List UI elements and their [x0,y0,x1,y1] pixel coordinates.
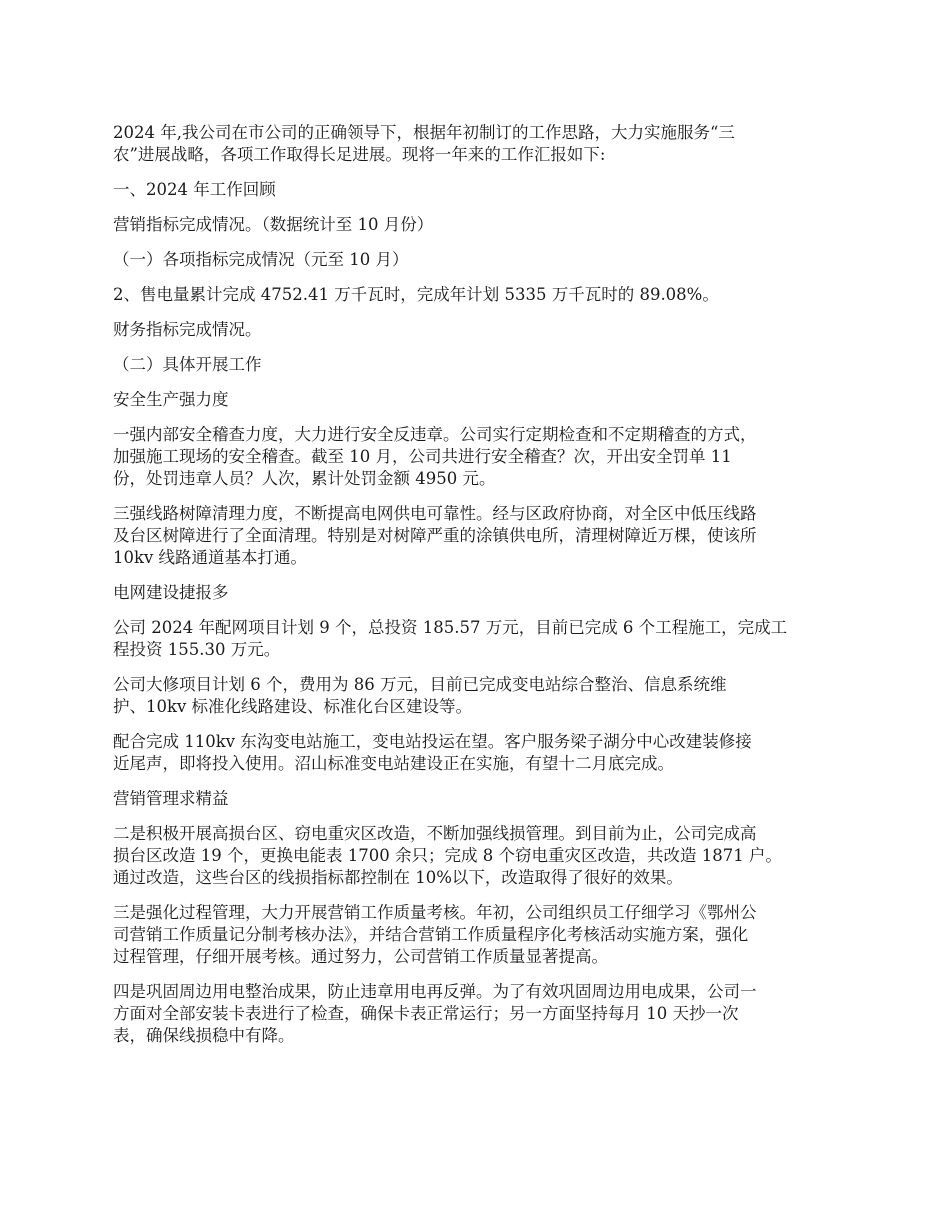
document-paragraph [113,424,843,490]
paragraph-line: （二）具体开展工作 [113,355,262,374]
document-paragraph [113,902,843,968]
document-paragraph [113,823,843,889]
paragraph-line: 通过改造，这些台区的线损指标都控制在 10%以下，改造取得了很好的效果。 [113,868,683,887]
paragraph-line: 近尾声，即将投入使用。沼山标准变电站建设正在实施，有望十二月底完成。 [113,754,674,773]
document-paragraph [113,617,843,661]
document-paragraph [113,284,843,306]
paragraph-line: 2024 年,我公司在市公司的正确领导下，根据年初制订的工作思路，大力实施服务“三 [113,123,735,142]
paragraph-line: 及台区树障进行了全面清理。特别是对树障严重的涂镇供电所，清理树障近万棵，使该所 [113,526,757,545]
document-body [113,122,843,1060]
document-paragraph [113,731,843,775]
paragraph-line: 电网建设捷报多 [113,583,229,602]
document-paragraph [113,179,843,201]
document-paragraph [113,354,843,376]
document-paragraph [113,674,843,718]
paragraph-line: 2、售电量累计完成 4752.41 万千瓦时，完成年计划 5335 万千瓦时的 89.08%。 [113,285,719,304]
paragraph-line: 司营销工作质量记分制考核办法》，并结合营销工作质量程序化考核活动实施方案，强化 [113,925,749,944]
paragraph-line: 财务指标完成情况。 [113,320,262,339]
paragraph-line: 护、10kv 标准化线路建设、标准化台区建设等。 [113,697,473,716]
paragraph-line: 公司 2024 年配网项目计划 9 个，总投资 185.57 万元，目前已完成 6 个工程施工，完成工 [113,618,788,637]
paragraph-line: 营销管理求精益 [113,789,229,808]
document-paragraph [113,214,843,236]
paragraph-line: 份，处罚违章人员？人次，累计处罚金额 4950 元。 [113,469,496,488]
paragraph-line: 方面对全部安装卡表进行了检查，确保卡表正常运行；另一方面坚持每月 10 天抄一次 [113,1004,739,1023]
paragraph-line: 10kv 线路通道基本打通。 [113,548,308,567]
document-paragraph [113,788,843,810]
paragraph-line: 表，确保线损稳中有降。 [113,1026,295,1045]
paragraph-line: 加强施工现场的安全稽查。截至 10 月，公司共进行安全稽查？次，开出安全罚单 11 [113,447,732,466]
document-paragraph [113,503,843,569]
document-paragraph [113,389,843,411]
paragraph-line: 配合完成 110kv 东沟变电站施工，变电站投运在望。客户服务梁子湖分中心改建装修接 [113,732,752,751]
document-paragraph [113,981,843,1047]
paragraph-line: 三是强化过程管理，大力开展营销工作质量考核。年初，公司组织员工仔细学习《鄂州公 [113,903,757,922]
paragraph-line: 公司大修项目计划 6 个，费用为 86 万元，目前已完成变电站综合整治、信息系统维 [113,675,727,694]
document-paragraph [113,122,843,166]
paragraph-line: 过程管理，仔细开展考核。通过努力，公司营销工作质量显著提高。 [113,947,608,966]
paragraph-line: 二是积极开展高损台区、窃电重灾区改造，不断加强线损管理。到目前为止，公司完成高 [113,824,757,843]
document-paragraph [113,249,843,271]
paragraph-line: 程投资 155.30 万元。 [113,640,281,659]
document-paragraph [113,582,843,604]
paragraph-line: 营销指标完成情况。（数据统计至 10 月份） [113,215,434,234]
paragraph-line: 四是巩固周边用电整治成果，防止违章用电再反弹。为了有效巩固周边用电成果，公司一 [113,982,757,1001]
paragraph-line: 农”进展战略，各项工作取得长足进展。现将一年来的工作汇报如下: [113,145,606,164]
paragraph-line: 安全生产强力度 [113,390,229,409]
paragraph-line: （一）各项指标完成情况（元至 10 月） [113,250,409,269]
document-paragraph [113,319,843,341]
paragraph-line: 三强线路树障清理力度，不断提高电网供电可靠性。经与区政府协商，对全区中低压线路 [113,504,757,523]
paragraph-line: 一强内部安全稽查力度，大力进行安全反违章。公司实行定期检查和不定期稽查的方式， [113,425,757,444]
paragraph-line: 损台区改造 19 个，更换电能表 1700 余只；完成 8 个窃电重灾区改造，共改造 1871 户。 [113,846,782,865]
paragraph-line: 一、2024 年工作回顾 [113,180,276,199]
